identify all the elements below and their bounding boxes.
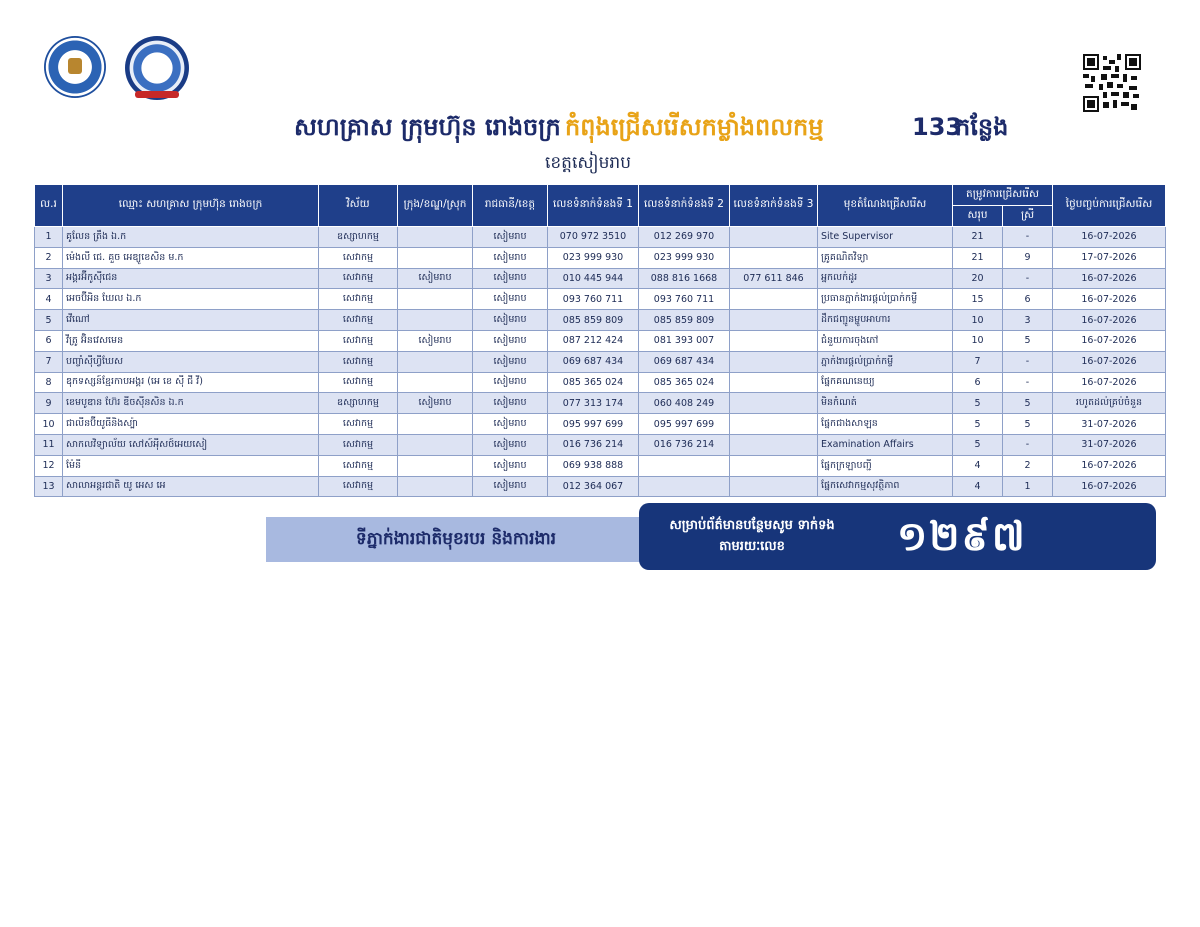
col-phone1: លេខទំនាក់ទំនងទី 1 xyxy=(548,185,639,227)
cell-phone3 xyxy=(730,455,818,476)
cell-name: ជាលីនប៊ីយូធីនិងស្ប៉ា xyxy=(63,414,319,435)
cell-phone3 xyxy=(730,372,818,393)
cell-female: 3 xyxy=(1003,310,1053,331)
job-vacancy-table xyxy=(34,184,1166,497)
cell-total: 20 xyxy=(953,268,1003,289)
cell-position: ដឹកជញ្ជូនម្ហូបអាហារ xyxy=(818,310,953,331)
cell-position: ជំនួយការចុងភៅ xyxy=(818,330,953,351)
cell-phone2: 081 393 007 xyxy=(639,330,730,351)
table-row xyxy=(35,310,1166,331)
cell-province: សៀមរាប xyxy=(473,414,548,435)
province-subtitle: ខេត្តសៀមរាប xyxy=(545,153,631,173)
cell-phone1: 093 760 711 xyxy=(548,289,639,310)
cell-sector: សេវាកម្ម xyxy=(319,247,398,268)
cell-phone3 xyxy=(730,310,818,331)
cell-name: វើណៅ xyxy=(63,310,319,331)
cell-sector: សេវាកម្ម xyxy=(319,289,398,310)
col-phone2: លេខទំនាក់ទំនងទី 2 xyxy=(639,185,730,227)
cell-no: 3 xyxy=(35,268,63,289)
table-row xyxy=(35,434,1166,455)
cell-sector: ឧស្សាហកម្ម xyxy=(319,227,398,248)
cell-total: 4 xyxy=(953,476,1003,497)
hotline-info-text: សម្រាប់ព័ត៌មានបន្ថែមសូម ទាក់ទងតាមរយៈលេខ xyxy=(669,518,835,554)
cell-no: 10 xyxy=(35,414,63,435)
table-row xyxy=(35,372,1166,393)
cell-position: ផ្នែកគណនេយ្យ xyxy=(818,372,953,393)
cell-total: 21 xyxy=(953,247,1003,268)
cell-name: ម៉េងលី ជេ. គួច អេឌ្យូខេសិន ម.ក xyxy=(63,247,319,268)
cell-deadline: 16-07-2026 xyxy=(1053,372,1166,393)
cell-phone1: 016 736 214 xyxy=(548,434,639,455)
cell-no: 11 xyxy=(35,434,63,455)
cell-female: 1 xyxy=(1003,476,1053,497)
cell-female: - xyxy=(1003,434,1053,455)
hotline-number: ១២៩៧ xyxy=(897,514,1027,560)
cell-female: 9 xyxy=(1003,247,1053,268)
table-row xyxy=(35,330,1166,351)
col-sector: វិស័យ xyxy=(319,185,398,227)
cell-phone3 xyxy=(730,330,818,351)
cell-phone2: 060 408 249 xyxy=(639,393,730,414)
cell-phone3 xyxy=(730,227,818,248)
cell-sector: សេវាកម្ម xyxy=(319,476,398,497)
cell-name: គូលែន ត្រឹង ឯ.ក xyxy=(63,227,319,248)
recruiting-headline: កំពុងជ្រើសរើសកម្លាំងពលកម្ម xyxy=(565,113,824,141)
cell-no: 4 xyxy=(35,289,63,310)
cell-sector: សេវាកម្ម xyxy=(319,268,398,289)
page-title: សហគ្រាស ក្រុមហ៊ុន រោងចក្រ xyxy=(294,113,561,141)
cell-female: 5 xyxy=(1003,414,1053,435)
cell-district xyxy=(398,476,473,497)
cell-female: 2 xyxy=(1003,455,1053,476)
cell-deadline: 16-07-2026 xyxy=(1053,289,1166,310)
cell-female: - xyxy=(1003,372,1053,393)
cell-no: 9 xyxy=(35,393,63,414)
cell-deadline: 16-07-2026 xyxy=(1053,227,1166,248)
cell-phone2: 088 816 1668 xyxy=(639,268,730,289)
cell-deadline: 16-07-2026 xyxy=(1053,351,1166,372)
col-province: រាជធានី/ខេត្ត xyxy=(473,185,548,227)
cell-province: សៀមរាប xyxy=(473,289,548,310)
cell-deadline: 31-07-2026 xyxy=(1053,434,1166,455)
cell-province: សៀមរាប xyxy=(473,310,548,331)
cell-province: សៀមរាប xyxy=(473,372,548,393)
cell-phone1: 010 445 944 xyxy=(548,268,639,289)
cell-phone1: 095 997 699 xyxy=(548,414,639,435)
cell-phone1: 070 972 3510 xyxy=(548,227,639,248)
cell-total: 10 xyxy=(953,310,1003,331)
cell-sector: ឧស្សាហកម្ម xyxy=(319,393,398,414)
cell-district: សៀមរាប xyxy=(398,268,473,289)
cell-phone2: 095 997 699 xyxy=(639,414,730,435)
cell-total: 15 xyxy=(953,289,1003,310)
cell-name: សាលាអន្តរជាតិ យូ អេស អេ xyxy=(63,476,319,497)
cell-deadline: 17-07-2026 xyxy=(1053,247,1166,268)
cell-no: 13 xyxy=(35,476,63,497)
cell-female: 6 xyxy=(1003,289,1053,310)
table-row xyxy=(35,476,1166,497)
cell-phone1: 077 313 174 xyxy=(548,393,639,414)
vacancy-unit: កន្លែង xyxy=(955,113,1009,141)
cell-sector: សេវាកម្ម xyxy=(319,372,398,393)
cell-female: - xyxy=(1003,351,1053,372)
cell-no: 6 xyxy=(35,330,63,351)
cell-sector: សេវាកម្ម xyxy=(319,455,398,476)
cell-sector: សេវាកម្ម xyxy=(319,414,398,435)
cell-total: 5 xyxy=(953,434,1003,455)
cell-phone1: 085 859 809 xyxy=(548,310,639,331)
table-row xyxy=(35,289,1166,310)
cell-district xyxy=(398,227,473,248)
cell-province: សៀមរាប xyxy=(473,268,548,289)
cell-phone3 xyxy=(730,414,818,435)
cell-phone2: 012 269 970 xyxy=(639,227,730,248)
cell-district xyxy=(398,455,473,476)
cell-position: Site Supervisor xyxy=(818,227,953,248)
cell-phone2: 069 687 434 xyxy=(639,351,730,372)
cell-phone1: 023 999 930 xyxy=(548,247,639,268)
col-phone3: លេខទំនាក់ទំនងទី 3 xyxy=(730,185,818,227)
cell-phone2: 093 760 711 xyxy=(639,289,730,310)
cell-province: សៀមរាប xyxy=(473,247,548,268)
table-row xyxy=(35,455,1166,476)
cell-no: 7 xyxy=(35,351,63,372)
cell-province: សៀមរាប xyxy=(473,330,548,351)
cell-province: សៀមរាប xyxy=(473,476,548,497)
cell-phone1: 069 938 888 xyxy=(548,455,639,476)
col-no: ល.រ xyxy=(35,185,63,227)
cell-position: Examination Affairs xyxy=(818,434,953,455)
col-need: តម្រូវការជ្រើសរើស xyxy=(953,185,1053,206)
cell-province: សៀមរាប xyxy=(473,455,548,476)
cell-position: ផ្នែកជាងសាឡន xyxy=(818,414,953,435)
cell-deadline: 16-07-2026 xyxy=(1053,476,1166,497)
cell-name: ឌុកទស្សន៍ខ្មែរកាបអង្គរ (អេ ខេ ស៊ី ជី វី) xyxy=(63,372,319,393)
cell-district xyxy=(398,310,473,331)
cell-province: សៀមរាប xyxy=(473,434,548,455)
cell-total: 7 xyxy=(953,351,1003,372)
cell-deadline: 16-07-2026 xyxy=(1053,268,1166,289)
cell-phone2: 016 736 214 xyxy=(639,434,730,455)
cell-total: 10 xyxy=(953,330,1003,351)
cell-province: សៀមរាប xyxy=(473,393,548,414)
cell-no: 12 xyxy=(35,455,63,476)
cell-no: 5 xyxy=(35,310,63,331)
cell-phone2: 085 859 809 xyxy=(639,310,730,331)
cell-sector: សេវាកម្ម xyxy=(319,330,398,351)
col-name: ឈ្មោះ សហគ្រាស ក្រុមហ៊ុន រោងចក្រ xyxy=(63,185,319,227)
cell-phone3 xyxy=(730,351,818,372)
cell-phone1: 087 212 424 xyxy=(548,330,639,351)
cell-district: សៀមរាប xyxy=(398,393,473,414)
table-row xyxy=(35,247,1166,268)
cell-deadline: រហូតដល់គ្រប់ចំនួន xyxy=(1053,393,1166,414)
cell-district xyxy=(398,434,473,455)
table-row xyxy=(35,414,1166,435)
col-deadline: ថ្ងៃបញ្ចប់ការជ្រើសរើស xyxy=(1053,185,1166,227)
cell-phone3 xyxy=(730,289,818,310)
cell-phone3: 077 611 846 xyxy=(730,268,818,289)
cell-district xyxy=(398,372,473,393)
cell-name: ម៉ែនី xyxy=(63,455,319,476)
cell-name: អេចប៊ីអិន ឃែល ឯ.ក xyxy=(63,289,319,310)
cell-district xyxy=(398,351,473,372)
cell-sector: សេវាកម្ម xyxy=(319,310,398,331)
cell-phone1: 069 687 434 xyxy=(548,351,639,372)
cell-position: ផ្នែកក្រឡាបញ្ជី xyxy=(818,455,953,476)
cell-no: 8 xyxy=(35,372,63,393)
cell-phone3 xyxy=(730,247,818,268)
cell-phone1: 012 364 067 xyxy=(548,476,639,497)
cell-no: 2 xyxy=(35,247,63,268)
cell-total: 6 xyxy=(953,372,1003,393)
cell-phone3 xyxy=(730,434,818,455)
cell-name: បញ្ចាំស៊ីហ្វីឃែស xyxy=(63,351,319,372)
cell-phone1: 085 365 024 xyxy=(548,372,639,393)
cell-district xyxy=(398,247,473,268)
cell-female: 5 xyxy=(1003,330,1053,351)
col-district: ក្រុង/ខណ្ឌ/ស្រុក xyxy=(398,185,473,227)
cell-district xyxy=(398,414,473,435)
agency-logo xyxy=(125,36,189,100)
vacancy-count: 133 xyxy=(912,113,963,141)
cell-phone3 xyxy=(730,476,818,497)
cell-female: - xyxy=(1003,268,1053,289)
cell-phone2: 023 999 930 xyxy=(639,247,730,268)
table-row xyxy=(35,227,1166,248)
cell-sector: សេវាកម្ម xyxy=(319,434,398,455)
cell-total: 21 xyxy=(953,227,1003,248)
cell-position: ភ្នាក់ងារផ្ដល់ប្រាក់កម្ចី xyxy=(818,351,953,372)
cell-province: សៀមរាប xyxy=(473,227,548,248)
table-row xyxy=(35,351,1166,372)
cell-deadline: 31-07-2026 xyxy=(1053,414,1166,435)
ministry-logo xyxy=(44,36,106,98)
cell-name: អង្គរអ៊ីកូស៊ីជេន xyxy=(63,268,319,289)
cell-position: ប្រធានភ្នាក់ងារផ្ដល់ប្រាក់កម្ចី xyxy=(818,289,953,310)
cell-position: មិនកំណត់ xyxy=(818,393,953,414)
cell-name: វីត្រូ អ៊ិនវេសមេន xyxy=(63,330,319,351)
table-row xyxy=(35,393,1166,414)
col-position: មុខតំណែងជ្រើសរើស xyxy=(818,185,953,227)
cell-total: 5 xyxy=(953,393,1003,414)
cell-phone2 xyxy=(639,455,730,476)
cell-province: សៀមរាប xyxy=(473,351,548,372)
cell-total: 5 xyxy=(953,414,1003,435)
cell-district xyxy=(398,289,473,310)
cell-deadline: 16-07-2026 xyxy=(1053,455,1166,476)
cell-phone2 xyxy=(639,476,730,497)
qr-code-icon xyxy=(1083,54,1141,112)
cell-position: ផ្នែកសេវាកម្មសុវត្ថិភាព xyxy=(818,476,953,497)
cell-total: 4 xyxy=(953,455,1003,476)
col-female: ស្រី xyxy=(1003,206,1053,227)
cell-deadline: 16-07-2026 xyxy=(1053,330,1166,351)
cell-phone3 xyxy=(730,393,818,414)
col-total: សរុប xyxy=(953,206,1003,227)
cell-sector: សេវាកម្ម xyxy=(319,351,398,372)
agency-banner: ទីភ្នាក់ងារជាតិមុខរបរ និងការងារ xyxy=(266,517,646,562)
hotline-banner xyxy=(639,503,1156,570)
cell-female: - xyxy=(1003,227,1053,248)
table-row xyxy=(35,268,1166,289)
cell-deadline: 16-07-2026 xyxy=(1053,310,1166,331)
cell-name: សាកលវិទ្យាល័យ សៅស៍អុីសថ៍អេយសៀ xyxy=(63,434,319,455)
cell-no: 1 xyxy=(35,227,63,248)
cell-position: អ្នកលក់ដូរ xyxy=(818,268,953,289)
cell-position: គ្រូគណិតវិទ្យា xyxy=(818,247,953,268)
cell-name: ខេមបូឌាន ហ៊ែរ ឌីចស៊ីនសិន ឯ.ក xyxy=(63,393,319,414)
cell-district: សៀមរាប xyxy=(398,330,473,351)
cell-phone2: 085 365 024 xyxy=(639,372,730,393)
cell-female: 5 xyxy=(1003,393,1053,414)
